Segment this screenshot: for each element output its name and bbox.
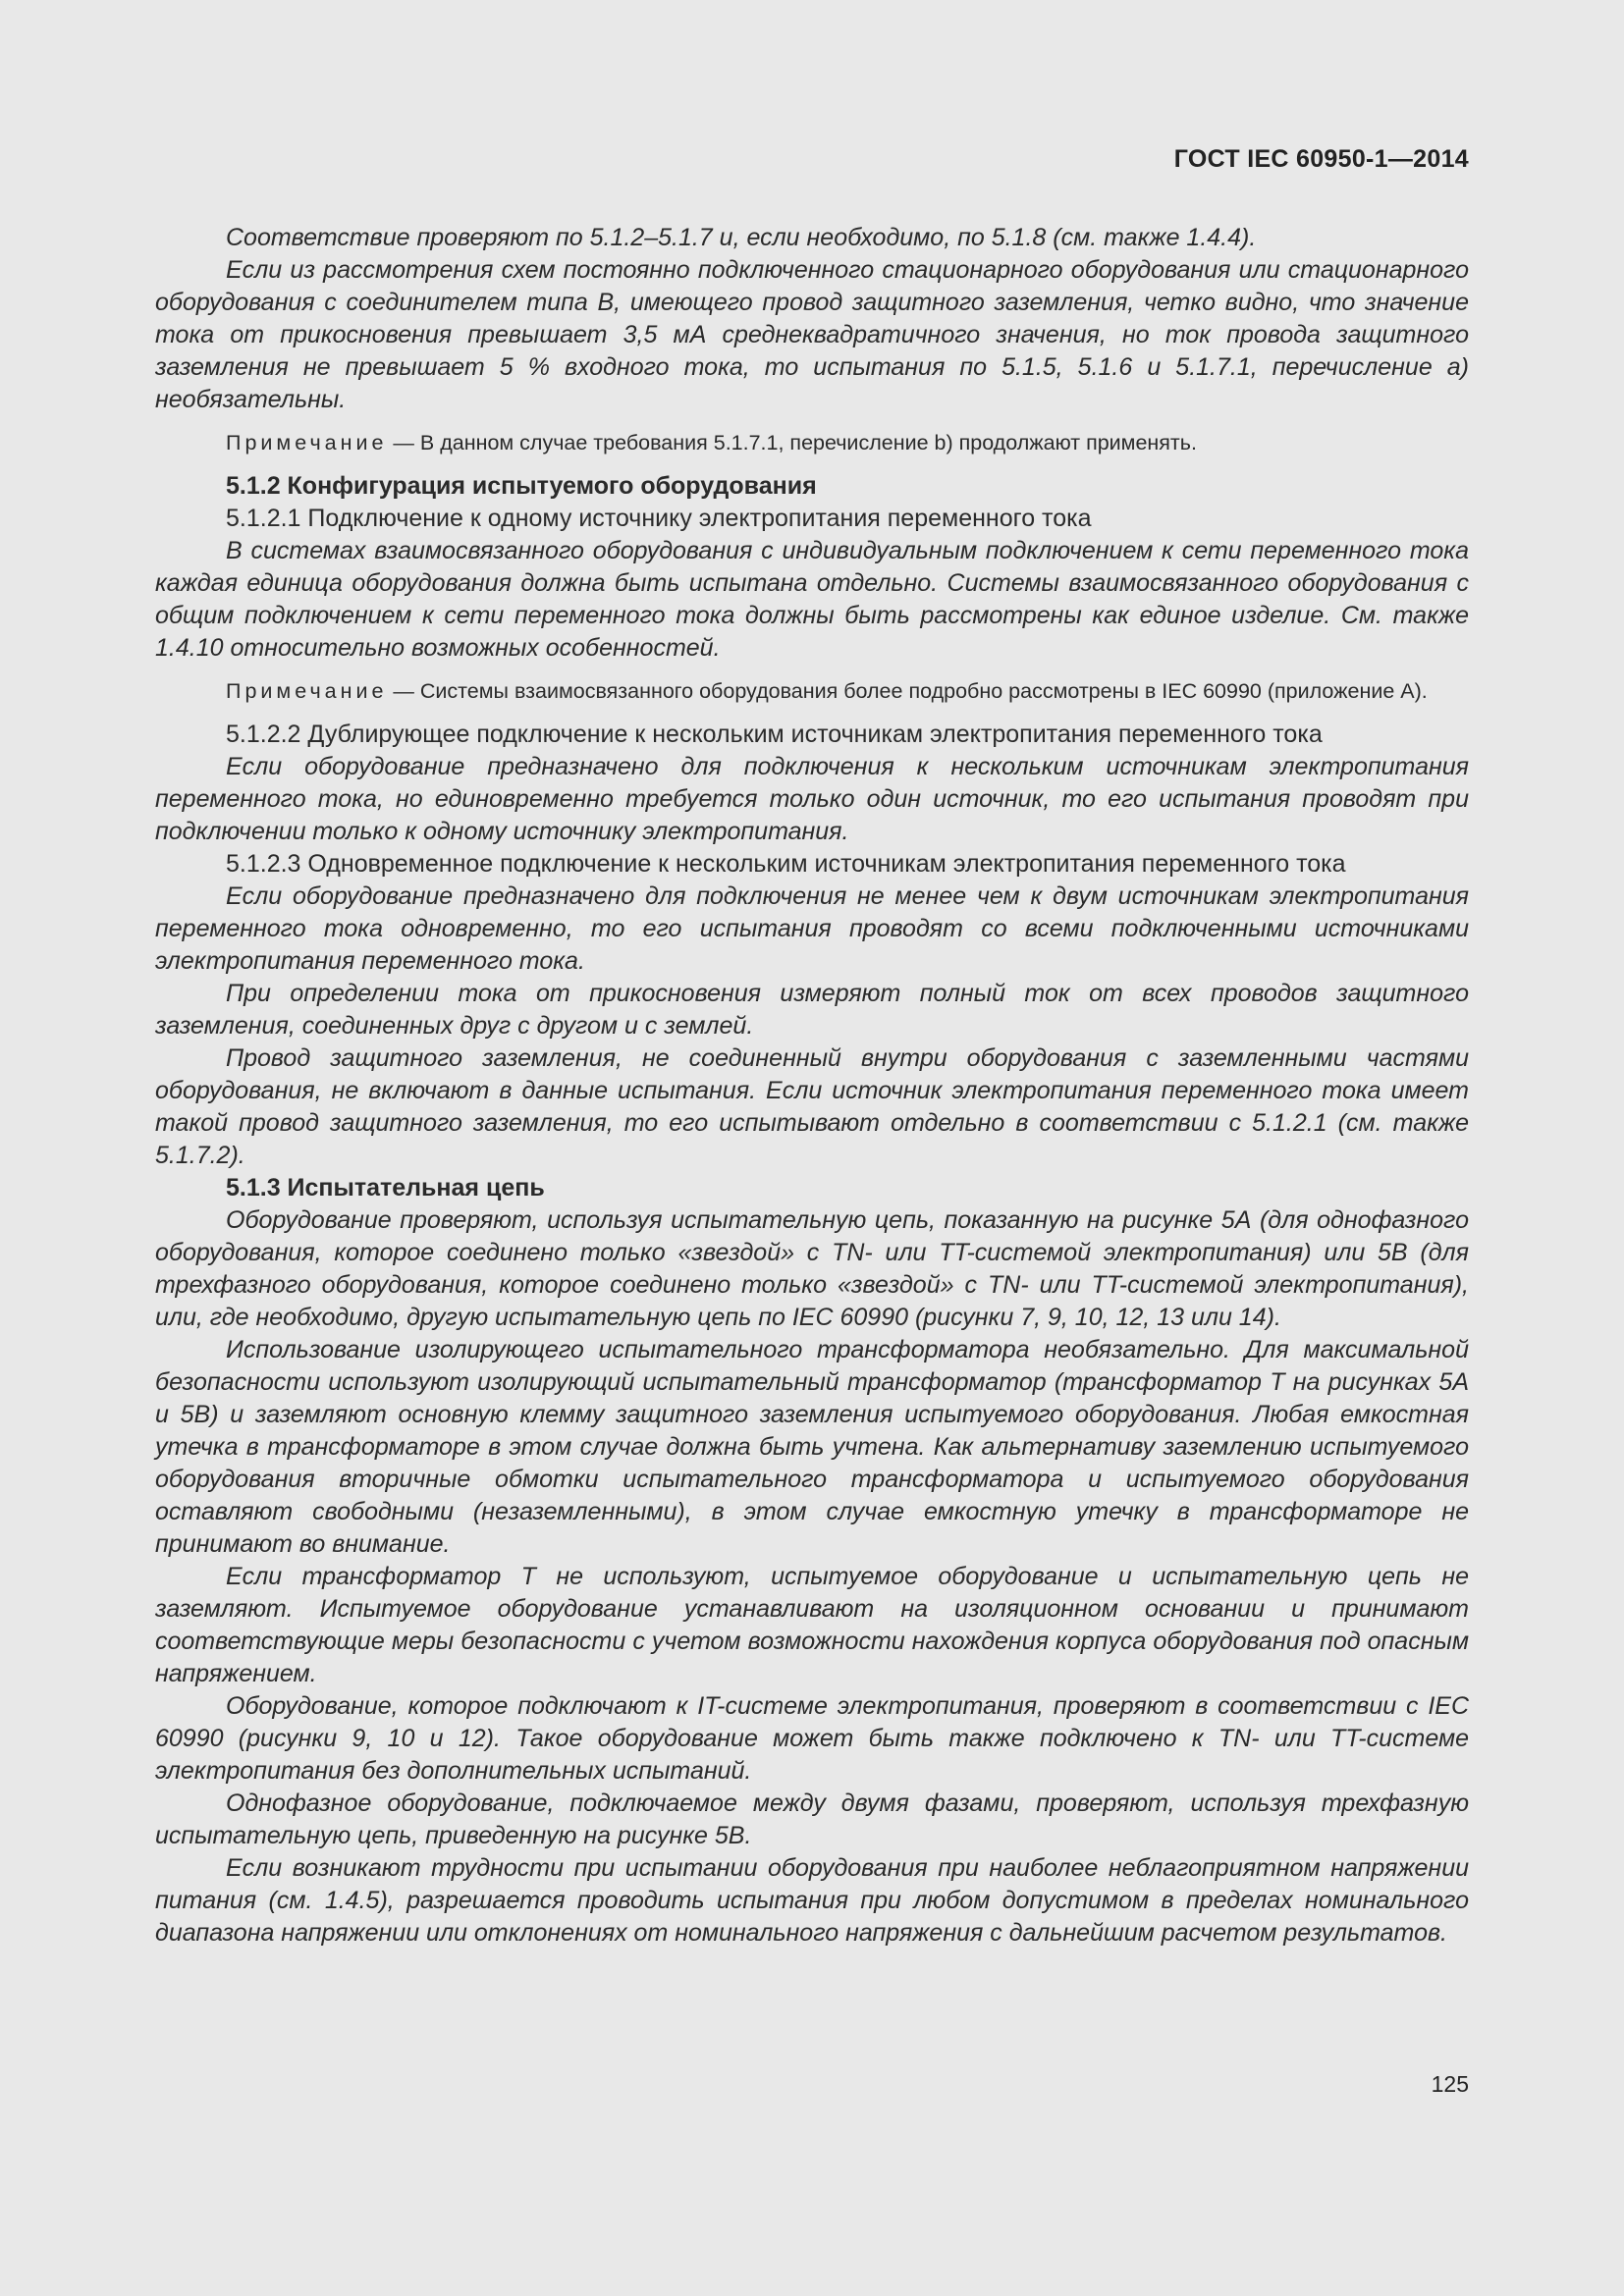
- paragraph-redundant: Если оборудование предназначено для подключения к нескольким источникам электропитания переменного тока, но единовременно требуется только один источник, то его испытания проводят при подключении только к одному источнику электропитания.: [155, 753, 1469, 845]
- document-body: [155, 222, 1469, 1949]
- paragraph-difficulties: Если возникают трудности при испытании оборудования при наиболее неблагоприятном напряжении питания (см. 1.4.5), разрешается проводить испытания при любом допустимом в пределах номинального диапазона напряжении или отклонениях от номинального напряжения с дальнейшим расчетом результатов.: [155, 1854, 1469, 1947]
- paragraph-single-phase: Однофазное оборудование, подключаемое между двумя фазами, проверяют, используя трехфазную испытательную цепь, приведенную на рисунке 5В.: [155, 1789, 1469, 1849]
- paragraph-it-system: Оборудование, которое подключают к IT-системе электропитания, проверяют в соответствии с IEC 60990 (рисунки 9, 10 и 12). Такое оборудование может быть также подключено к TN- или TT-системе электропитания без дополнительных испытаний.: [155, 1692, 1469, 1785]
- paragraph-earth-conductor: Провод защитного заземления, не соединенный внутри оборудования с заземленными частями оборудования, не включают в данные испытания. Если источник электропитания переменного тока имеет такой провод защитного заземления, то его испытывают отдельно в соответствии с 5.1.2.1 (см. также 5.1.7.2).: [155, 1044, 1469, 1169]
- heading-5-1-2: 5.1.2 Конфигурация испытуемого оборудования: [226, 472, 817, 500]
- heading-5-1-3: 5.1.3 Испытательная цепь: [226, 1174, 545, 1201]
- page-number: 125: [1431, 2071, 1469, 2097]
- note-1-text: — В данном случае требования 5.1.7.1, перечисление b) продолжают применять.: [387, 431, 1197, 454]
- note-2-label: Примечание: [226, 679, 388, 703]
- note-2-text: — Системы взаимосвязанного оборудования более подробно рассмотрены в IEC 60990 (приложение А).: [387, 679, 1428, 703]
- paragraph-interconnected: В системах взаимосвязанного оборудования с индивидуальным подключением к сети переменного тока каждая единица оборудования должна быть испытана отдельно. Системы взаимосвязанного оборудования с общим подключением к сети переменного тока должны быть рассмотрены как единое изделие. См. также 1.4.10 относительно возможных особенностей.: [155, 537, 1469, 662]
- paragraph-isolating-transformer: Использование изолирующего испытательного трансформатора необязательно. Для максимальной безопасности используют изолирующий испытательный трансформатор (трансформатор Т на рисунках 5А и 5В) и заземляют основную клемму защитного заземления испытуемого оборудования. Любая емкостная утечка в трансформаторе в этом случае должна быть учтена. Как альтернативу заземлению испытуемого оборудования вторичные обмотки испытательного трансформатора и испытуемого оборудования оставляют свободными (незаземленными), в этом случае емкостную утечку в трансформаторе не принимают во внимание.: [155, 1336, 1469, 1558]
- subheading-5-1-2-3: 5.1.2.3 Одновременное подключение к нескольким источникам электропитания переменного тока: [226, 850, 1346, 878]
- subheading-5-1-2-2: 5.1.2.2 Дублирующее подключение к нескольким источникам электропитания переменного тока: [226, 721, 1323, 748]
- paragraph-conformance: Соответствие проверяют по 5.1.2–5.1.7 и, если необходимо, по 5.1.8 (см. также 1.4.4).: [226, 224, 1257, 251]
- paragraph-touch-current: При определении тока от прикосновения измеряют полный ток от всех проводов защитного заземления, соединенных друг с другом и с землей.: [155, 980, 1469, 1040]
- paragraph-schemes: Если из рассмотрения схем постоянно подключенного стационарного оборудования или стационарного оборудования с соединителем типа В, имеющего провод защитного заземления, четко видно, что значение тока от прикосновения превышает 3,5 мА среднеквадратичного значения, но ток провода защитного заземления не превышает 5 % входного тока, то испытания по 5.1.5, 5.1.6 и 5.1.7.1, перечисление а) необязательны.: [155, 256, 1469, 413]
- note-1-label: Примечание: [226, 431, 388, 454]
- paragraph-simultaneous: Если оборудование предназначено для подключения не менее чем к двум источникам электропитания переменного тока одновременно, то его испытания проводят со всеми подключенными источниками электропитания переменного тока.: [155, 882, 1469, 975]
- paragraph-no-transformer: Если трансформатор Т не используют, испытуемое оборудование и испытательную цепь не заземляют. Испытуемое оборудование устанавливают на изоляционном основании и принимают соответствующие меры безопасности с учетом возможности нахождения корпуса оборудования под опасным напряжением.: [155, 1563, 1469, 1687]
- subheading-5-1-2-1: 5.1.2.1 Подключение к одному источнику электропитания переменного тока: [226, 505, 1092, 532]
- paragraph-test-circuit: Оборудование проверяют, используя испытательную цепь, показанную на рисунке 5А (для однофазного оборудования, которое соединено только «звездой» с TN- или TT-системой электропитания) или 5В (для трехфазного оборудования, которое соединено только «звездой» с TN- или TT-системой электропитания), или, где необходимо, другую испытательную цепь по IEC 60990 (рисунки 7, 9, 10, 12, 13 или 14).: [155, 1206, 1469, 1331]
- note-1: [155, 428, 1469, 458]
- standard-code-header: ГОСТ IEC 60950-1—2014: [1173, 145, 1469, 173]
- note-2: [155, 676, 1469, 707]
